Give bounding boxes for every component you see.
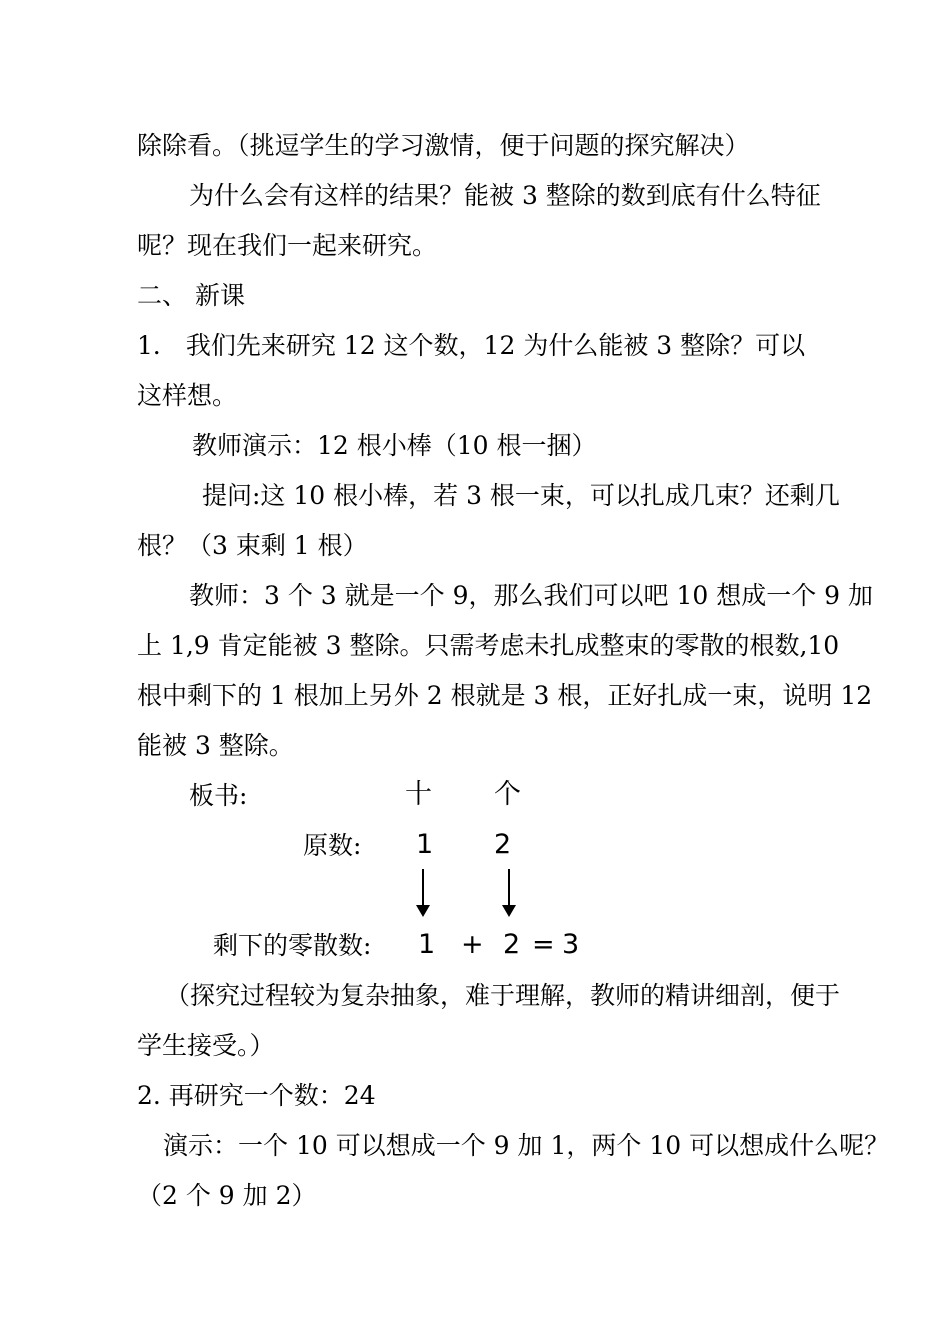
text-line-10: 教师：3 个 3 就是一个 9，那么我们可以吧 10 想成一个 9 加 [189,581,874,610]
section-heading: 二、 新课 [137,281,245,310]
text-line-17: 演示：一个 10 可以想成一个 9 加 1，两个 10 可以想成什么呢？ [163,1131,890,1160]
text-line-12: 根中剩下的 1 根加上另外 2 根就是 3 根，正好扎成一束，说明 12 [137,681,873,710]
arrow-down-tens [422,869,424,915]
board-label: 板书: [189,781,248,810]
text-line-5: 1． 我们先来研究 12 这个数，12 为什么能被 3 整除？可以 [137,331,806,360]
tens-place-label: 十 [405,779,432,810]
remainder-2: 2 [503,929,521,960]
text-line-16: 2. 再研究一个数：24 [137,1081,376,1110]
text-line-7: 教师演示：12 根小棒（10 根一捆） [192,431,597,460]
text-line-9: 根？（3 束剩 1 根） [137,531,368,560]
text-line-11: 上 1,9 肯定能被 3 整除。只需考虑未扎成整束的零散的根数,10 [137,631,840,660]
text-line-14: （探究过程较为复杂抽象，难于理解，教师的精讲细剖，便于 [165,981,841,1010]
remainder-sum: 3 [562,929,580,960]
text-line-6: 这样想。 [137,381,238,410]
remainder-label: 剩下的零散数: [213,931,372,960]
plus-sign: + [461,929,484,960]
text-line-13: 能被 3 整除。 [137,731,294,760]
text-line-8: 提问:这 10 根小棒，若 3 根一束，可以扎成几束？还剩几 [202,481,840,510]
remainder-1: 1 [418,929,436,960]
digit-tens: 1 [416,829,434,860]
equals-sign: = [532,929,555,960]
text-line-15: 学生接受。） [137,1031,275,1060]
original-number-label: 原数: [303,831,362,860]
text-line-1: 除除看。（挑逗学生的学习激情，便于问题的探究解决） [137,131,750,160]
arrow-down-ones [508,869,510,915]
ones-place-label: 个 [494,779,521,810]
text-line-3: 呢？现在我们一起来研究。 [137,231,438,260]
digit-ones: 2 [494,829,512,860]
text-line-2: 为什么会有这样的结果？能被 3 整除的数到底有什么特征 [189,181,821,210]
text-line-18: （2 个 9 加 2） [137,1181,317,1210]
